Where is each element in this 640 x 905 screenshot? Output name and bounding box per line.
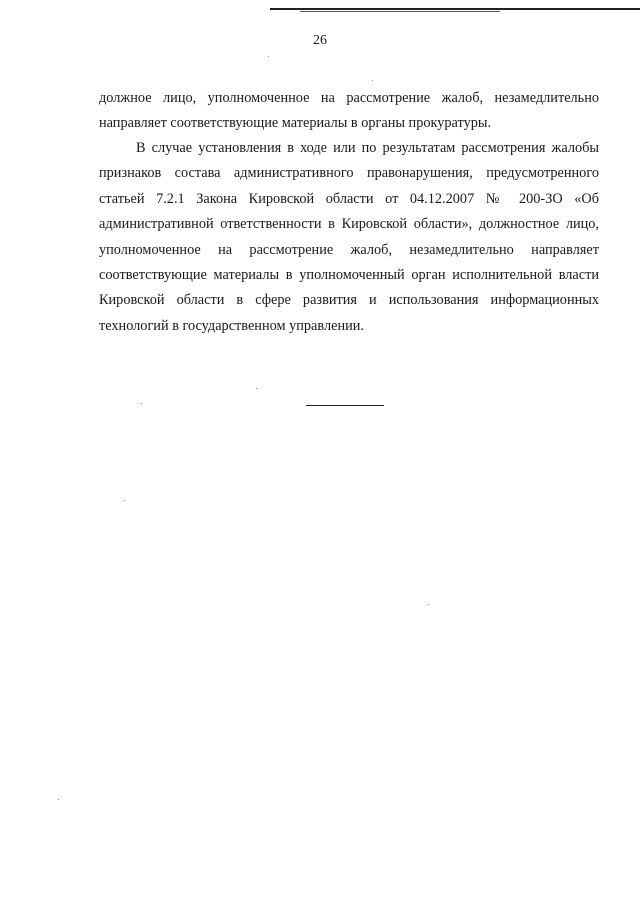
- scan-speck: [256, 388, 257, 389]
- scan-speck: [428, 604, 429, 605]
- scan-artifact-line: [270, 8, 640, 10]
- scan-artifact-line: [300, 11, 500, 12]
- scan-speck: [141, 403, 142, 404]
- end-of-text-divider: [306, 405, 384, 406]
- page-number: 26: [313, 33, 327, 48]
- paragraph-continuation: должное лицо, уполномоченное на рассмотрение жалоб, незамедлительно направляет соответствующие материалы в органы прокуратуры.: [99, 90, 599, 132]
- scan-speck: [58, 799, 59, 800]
- paragraph-complaint-procedure: В случае установления в ходе или по результатам рассмотрения жалобы признаков состава административного правонарушения, предусмотренного статьей 7.2.1 Закона Кировской области от 04.12.2007 № 200-ЗО «Об административной ответственности в Кировской области», должностное лицо, уполномоченное на рассмотрение жалоб, незамедлительно направляет соответствующие материалы в уполномоченный орган исполнительной власти Кировской области в сфере развития и использования информационных технологий в государственном управлении.: [99, 140, 599, 334]
- scan-speck: [372, 80, 373, 81]
- scan-speck: [124, 500, 125, 501]
- scan-speck: [268, 56, 269, 57]
